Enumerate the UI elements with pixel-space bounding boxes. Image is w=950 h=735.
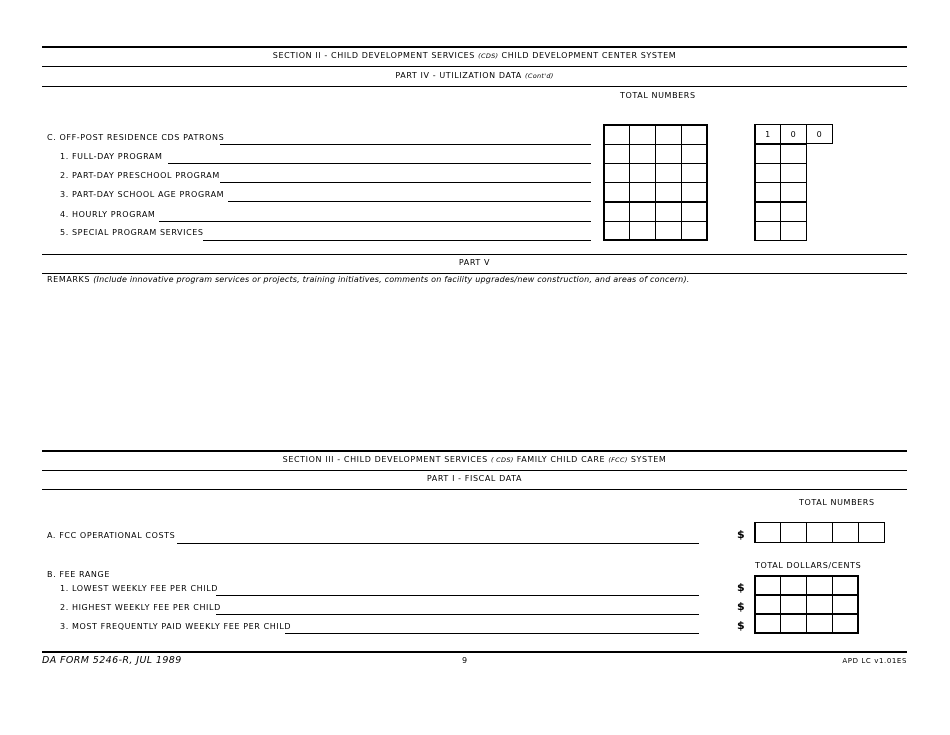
grid-hline (603, 182, 708, 183)
grid-hline (603, 144, 708, 145)
part5-title: PART V (458, 258, 491, 267)
top-rule (42, 46, 907, 48)
most-frequent-fee-label: 3. MOST FREQUENTLY PAID WEEKLY FEE PER CHILD (60, 622, 292, 631)
dollar-sign: $ (737, 619, 745, 632)
section3-title: SECTION III - CHILD DEVELOPMENT SERVICES ( CDS) FAMILY CHILD CARE (FCC) SYSTEM (282, 455, 667, 464)
fcc-costs-boxes[interactable] (754, 522, 885, 543)
hourly-line[interactable] (159, 221, 591, 222)
part1-title: PART I - FISCAL DATA (426, 474, 523, 483)
total-numbers-label: TOTAL NUMBERS (799, 498, 875, 507)
dollar-sign: $ (737, 528, 745, 541)
remarks-label: REMARKS (Include innovative program services or projects, training initiatives, comments on facility upgrades/new construction, and areas of concern). (47, 275, 690, 284)
part-day-school-age-line[interactable] (228, 201, 591, 202)
box-divider (858, 522, 859, 543)
section3-rule (42, 450, 907, 452)
total-hline (754, 201, 807, 203)
total-dollars-label: TOTAL DOLLARS/CENTS (755, 561, 862, 570)
page-number: 9 (462, 656, 468, 665)
footer-rule (42, 651, 907, 653)
full-day-label: 1. FULL-DAY PROGRAM (60, 152, 163, 161)
fee-grid-vline (806, 575, 807, 634)
remarks-field[interactable] (42, 287, 907, 447)
part-day-school-age-label: 3. PART-DAY SCHOOL AGE PROGRAM (60, 190, 225, 199)
total-hline (754, 163, 807, 164)
total-hline (754, 221, 807, 222)
grid-hline (603, 221, 708, 222)
total-numbers-label: TOTAL NUMBERS (620, 91, 696, 100)
lowest-fee-label: 1. LOWEST WEEKLY FEE PER CHILD (60, 584, 219, 593)
total-digit-1: 1 (765, 130, 771, 139)
fee-grid-hline (754, 594, 859, 596)
version-label: APD LC v1.01ES (842, 657, 907, 665)
fee-range-label: B. FEE RANGE (47, 570, 110, 579)
total-col-end (832, 124, 833, 144)
fcc-costs-line[interactable] (177, 543, 699, 544)
divider (42, 489, 907, 490)
grid-hline (603, 201, 708, 203)
divider (42, 273, 907, 274)
highest-fee-label: 2. HIGHEST WEEKLY FEE PER CHILD (60, 603, 221, 612)
special-program-label: 5. SPECIAL PROGRAM SERVICES (60, 228, 204, 237)
part4-title: PART IV - UTILIZATION DATA (Cont'd) (395, 71, 554, 80)
total-digit-3: 0 (816, 130, 823, 139)
divider (42, 470, 907, 471)
dollar-sign: $ (737, 600, 745, 613)
full-day-line[interactable] (168, 163, 591, 164)
part-day-preschool-label: 2. PART-DAY PRESCHOOL PROGRAM (60, 171, 220, 180)
fee-grid-vline (832, 575, 833, 634)
fcc-costs-label: A. FCC OPERATIONAL COSTS (47, 531, 176, 540)
most-frequent-fee-line[interactable] (285, 633, 699, 634)
box-divider (780, 522, 781, 543)
special-program-line[interactable] (203, 240, 591, 241)
lowest-fee-line[interactable] (216, 595, 699, 596)
total-hline (754, 144, 807, 145)
total-hline (754, 182, 807, 183)
total-hline (754, 240, 807, 241)
item-c-line[interactable] (220, 144, 591, 145)
form-id: DA FORM 5246-R, JUL 1989 (42, 655, 182, 666)
divider (42, 66, 907, 67)
item-c-label: C. OFF-POST RESIDENCE CDS PATRONS (47, 133, 225, 142)
box-divider (832, 522, 833, 543)
fee-grid-hline (754, 613, 859, 615)
divider (42, 254, 907, 255)
box-divider (806, 522, 807, 543)
divider (42, 86, 907, 87)
hourly-label: 4. HOURLY PROGRAM (60, 210, 156, 219)
part-day-preschool-line[interactable] (220, 182, 591, 183)
total-digit-2: 0 (790, 130, 797, 139)
grid-hline (603, 163, 708, 164)
section2-title: SECTION II - CHILD DEVELOPMENT SERVICES (CDS) CHILD DEVELOPMENT CENTER SYSTEM (272, 51, 677, 60)
highest-fee-line[interactable] (216, 614, 699, 615)
fee-grid-vline (780, 575, 781, 634)
dollar-sign: $ (737, 581, 745, 594)
